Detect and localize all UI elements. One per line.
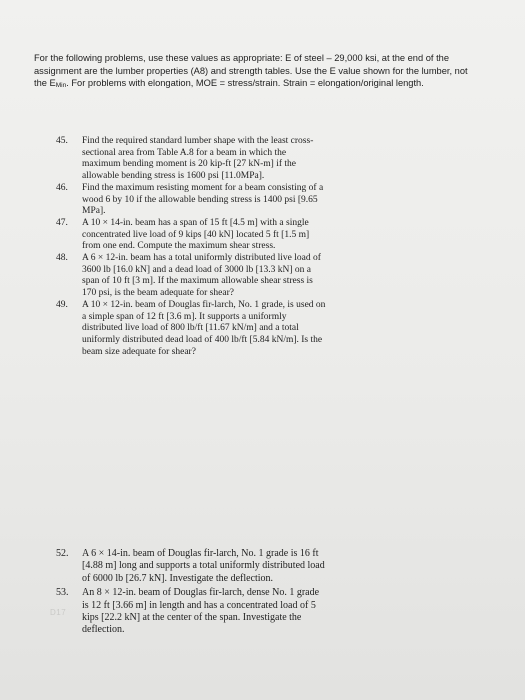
problem-text: Find the maximum resisting moment for a beam consisting of a wood 6 by 10 if the allowable bending stress is 1400 psi [9.65 MPa]. — [82, 182, 324, 217]
problem-text: Find the required standard lumber shape with the least cross-sectional area from Table A.8 for a beam in which the maximum bending moment is 20 kip-ft [27 kN-m] if the allowable bending stress is 1600 psi [11.0MPa]. — [82, 136, 314, 182]
instructions-line-3-start: the E — [34, 78, 56, 89]
instructions-line-3-end: . For problems with elongation, MOE = stress/strain. Strain = elongation/original length. — [66, 78, 424, 89]
problem-number: 46. — [56, 182, 68, 193]
problem-48 — [56, 253, 326, 300]
problem-text: An 8 × 12-in. beam of Douglas fir-larch, dense No. 1 grade is 12 ft [3.66 m] in length and has a concentrated load of 5 kips [22.2 kN] at the center of the span. Investigate the deflection. — [82, 587, 320, 636]
problem-number: 45. — [56, 136, 68, 146]
instructions-header — [34, 52, 504, 93]
problem-number: 49. — [56, 299, 68, 310]
instructions-line-1: For the following problems, use these values as appropriate: E of steel – 29,000 ksi, at the end of the — [34, 53, 449, 63]
problem-47 — [56, 218, 326, 253]
problem-text: A 6 × 14-in. beam of Douglas fir-larch, No. 1 grade is 16 ft [4.88 m] long and supports a total uniformly distributed load of 6000 lb [26.7 kN]. Investigate the deflection. — [82, 548, 325, 584]
problem-52 — [56, 548, 326, 585]
faint-margin-mark: D17 — [50, 608, 67, 617]
problem-number: 47. — [56, 217, 68, 228]
problem-45 — [56, 136, 326, 183]
problem-53 — [56, 587, 326, 637]
problem-number: 53. — [56, 587, 69, 599]
problem-46 — [56, 183, 326, 218]
problem-number: 52. — [56, 548, 69, 559]
problem-number: 48. — [56, 253, 68, 264]
problem-49 — [56, 300, 326, 359]
instructions-line-3 — [34, 77, 504, 93]
instructions-line-2: assignment are the lumber properties (A8) and strength tables. Use the E value shown for the lumber, not — [34, 65, 468, 76]
problem-list-45-49 — [56, 136, 326, 358]
e-min-subscript: Min — [55, 82, 67, 90]
problem-text: A 6 × 12-in. beam has a total uniformly distributed live load of 3600 lb [16.0 kN] and a dead load of 3000 lb [13.3 kN] on a span of 10 ft [3 m]. If the maximum allowable shear stress is 170 psi, is the beam adequate for shear? — [82, 253, 321, 299]
problem-text: A 10 × 14-in. beam has a span of 15 ft [4.5 m] with a single concentrated live load of 9 kips [40 kN] located 5 ft [1.5 m] from one end. Compute the maximum shear stress. — [82, 217, 310, 252]
problem-list-52-53 — [56, 548, 326, 637]
problem-text: A 10 × 12-in. beam of Douglas fir-larch, No. 1 grade, is used on a simple span of 12 ft [3.6 m]. It supports a uniformly distributed live load of 800 lb/ft [11.67 kN/m] and a total uniformly distributed dead load of 400 lb/ft [5.84 kN/m]. Is the beam size adequate for shear? — [82, 299, 326, 357]
